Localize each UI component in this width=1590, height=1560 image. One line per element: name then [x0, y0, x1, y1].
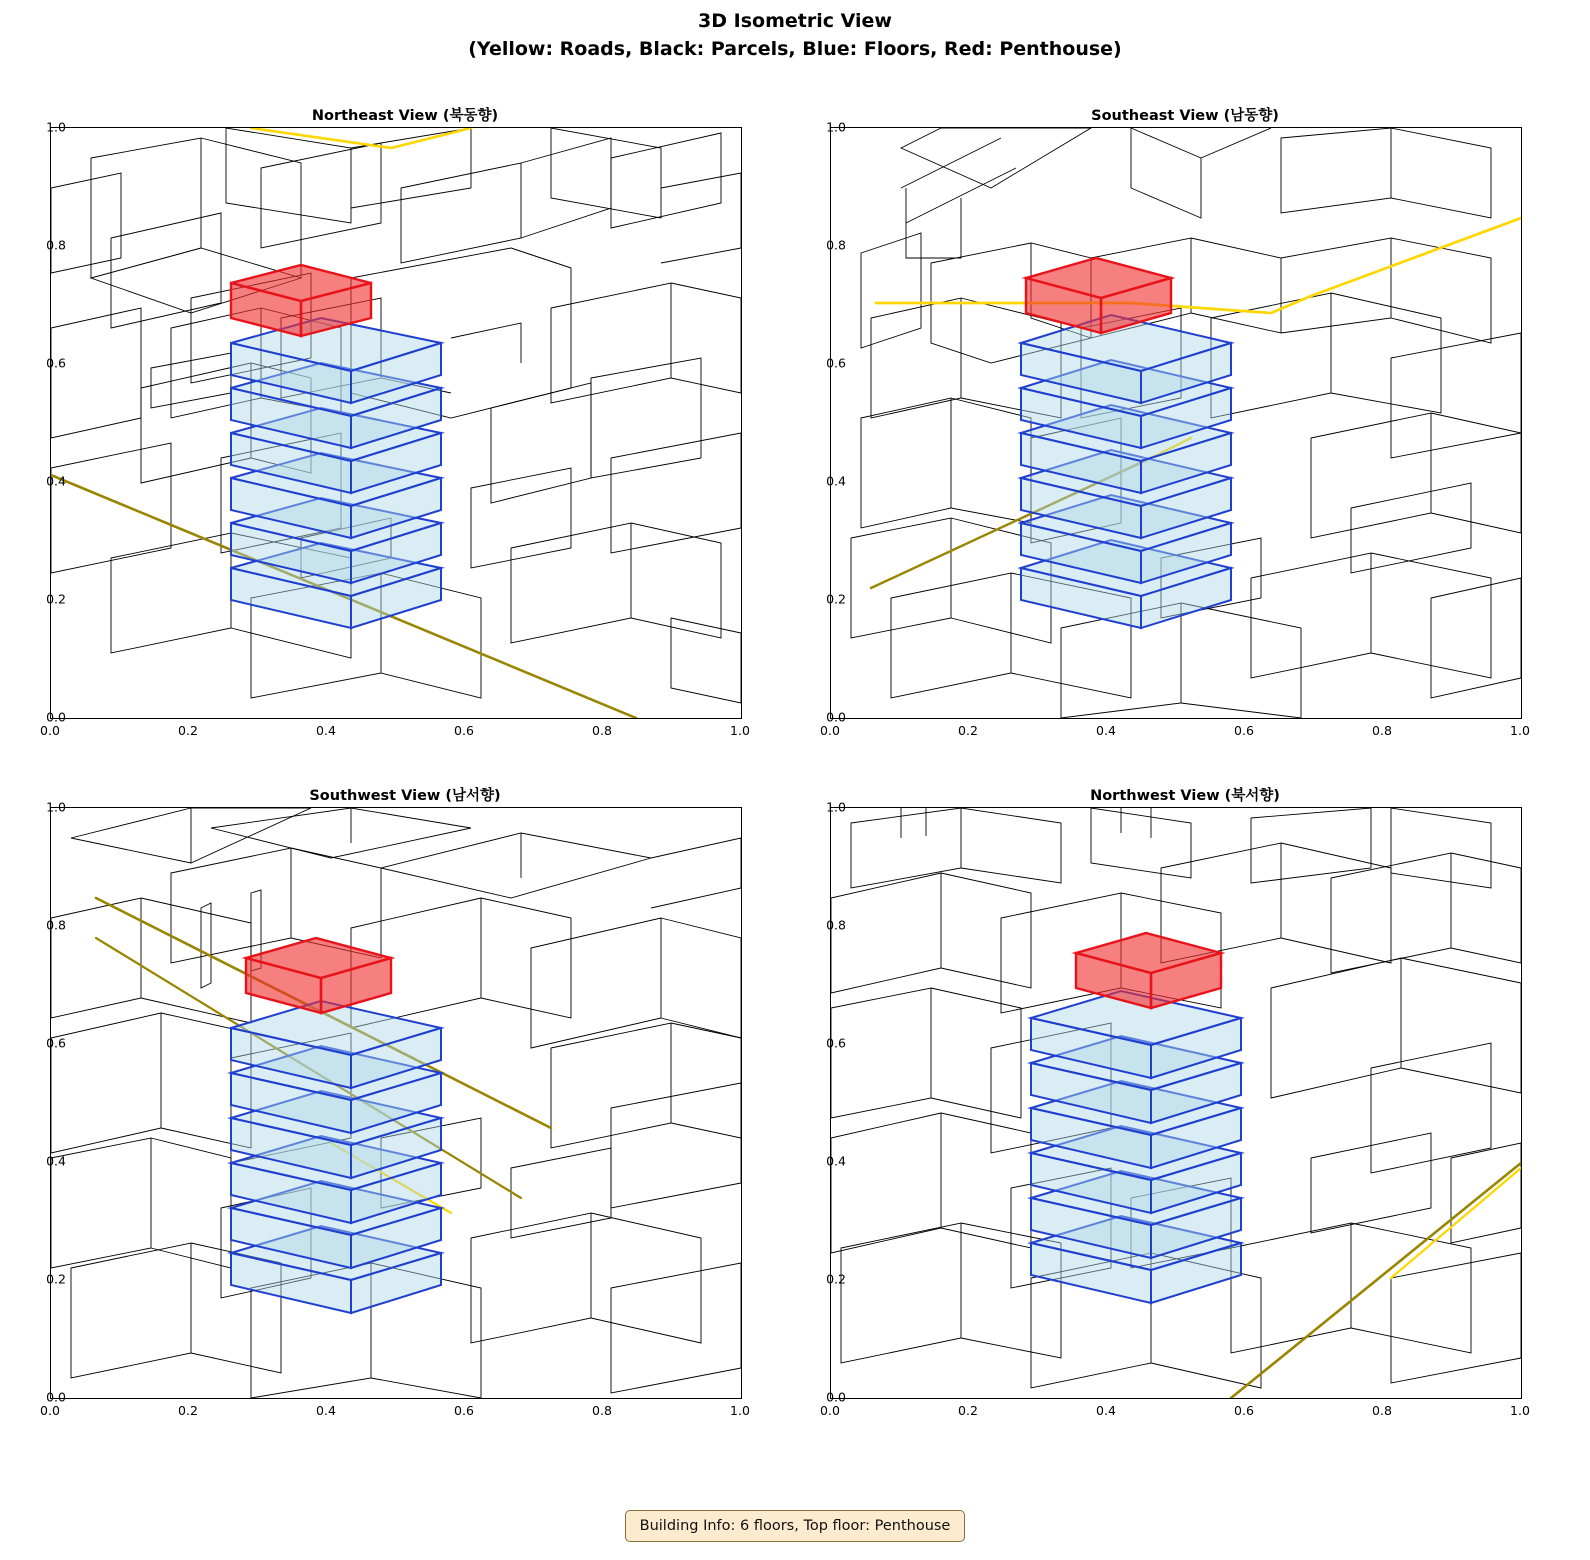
ytick-0.8: 0.8 — [46, 237, 66, 253]
xtick-0.0: 0.0 — [820, 1403, 840, 1418]
ytick-0.2: 0.2 — [826, 591, 846, 607]
footer — [0, 1510, 1590, 1542]
ytick-1.0: 1.0 — [46, 799, 66, 815]
ytick-0.8: 0.8 — [826, 917, 846, 933]
ytick-0.4: 0.4 — [826, 1153, 846, 1169]
panel-title-northwest: Northwest View (북서향) — [1090, 788, 1280, 804]
xtick-0.0: 0.0 — [40, 723, 60, 738]
panel-northeast — [40, 105, 770, 755]
xtick-0.8: 0.8 — [592, 723, 612, 738]
ytick-0.4: 0.4 — [46, 1153, 66, 1169]
xtick-0.6: 0.6 — [1234, 1403, 1254, 1418]
ytick-0.0: 0.0 — [46, 709, 66, 725]
ytick-0.6: 0.6 — [46, 355, 66, 371]
ytick-1.0: 1.0 — [826, 799, 846, 815]
axes-northwest[interactable] — [830, 807, 1522, 1399]
panel-southwest — [40, 785, 770, 1435]
ytick-0.8: 0.8 — [46, 917, 66, 933]
xtick-1.0: 1.0 — [730, 1403, 750, 1418]
ytick-0.0: 0.0 — [826, 709, 846, 725]
axes-northeast[interactable] — [50, 127, 742, 719]
panel-title-southeast: Southeast View (남동향) — [1091, 108, 1279, 124]
figure-title-line2: (Yellow: Roads, Black: Parcels, Blue: Floors, Red: Penthouse) — [468, 37, 1122, 60]
ytick-0.2: 0.2 — [46, 1271, 66, 1287]
panel-title-northeast: Northeast View (북동향) — [311, 108, 499, 124]
panel-northwest — [820, 785, 1550, 1435]
xtick-0.8: 0.8 — [1372, 1403, 1392, 1418]
ytick-0.0: 0.0 — [46, 1389, 66, 1405]
xtick-1.0: 1.0 — [1510, 1403, 1530, 1418]
ytick-1.0: 1.0 — [46, 119, 66, 135]
xtick-0.2: 0.2 — [958, 723, 978, 738]
xtick-0.6: 0.6 — [454, 1403, 474, 1418]
xtick-0.6: 0.6 — [454, 723, 474, 738]
ytick-1.0: 1.0 — [826, 119, 846, 135]
xtick-0.2: 0.2 — [178, 1403, 198, 1418]
ytick-0.2: 0.2 — [826, 1271, 846, 1287]
xtick-1.0: 1.0 — [1510, 723, 1530, 738]
xtick-0.4: 0.4 — [316, 1403, 336, 1418]
ytick-0.8: 0.8 — [826, 237, 846, 253]
xtick-0.6: 0.6 — [1234, 723, 1254, 738]
xtick-0.4: 0.4 — [316, 723, 336, 738]
xtick-0.8: 0.8 — [592, 1403, 612, 1418]
figure-title — [0, 8, 1590, 63]
subplot-grid — [0, 105, 1590, 1495]
xtick-0.2: 0.2 — [178, 723, 198, 738]
xtick-0.4: 0.4 — [1096, 1403, 1116, 1418]
ytick-0.6: 0.6 — [826, 355, 846, 371]
ytick-0.0: 0.0 — [826, 1389, 846, 1405]
ytick-0.6: 0.6 — [826, 1035, 846, 1051]
axes-southeast[interactable] — [830, 127, 1522, 719]
ytick-0.2: 0.2 — [46, 591, 66, 607]
figure-title-line1: 3D Isometric View — [698, 10, 892, 32]
xtick-0.0: 0.0 — [40, 1403, 60, 1418]
panel-southeast — [820, 105, 1550, 755]
panel-title-southwest: Southwest View (남서향) — [309, 788, 501, 804]
xtick-0.0: 0.0 — [820, 723, 840, 738]
xtick-0.2: 0.2 — [958, 1403, 978, 1418]
ytick-0.4: 0.4 — [46, 473, 66, 489]
ytick-0.6: 0.6 — [46, 1035, 66, 1051]
xtick-1.0: 1.0 — [730, 723, 750, 738]
building-info-badge: Building Info: 6 floors, Top floor: Penthouse — [625, 1510, 966, 1542]
ytick-0.4: 0.4 — [826, 473, 846, 489]
xtick-0.4: 0.4 — [1096, 723, 1116, 738]
axes-southwest[interactable] — [50, 807, 742, 1399]
xtick-0.8: 0.8 — [1372, 723, 1392, 738]
